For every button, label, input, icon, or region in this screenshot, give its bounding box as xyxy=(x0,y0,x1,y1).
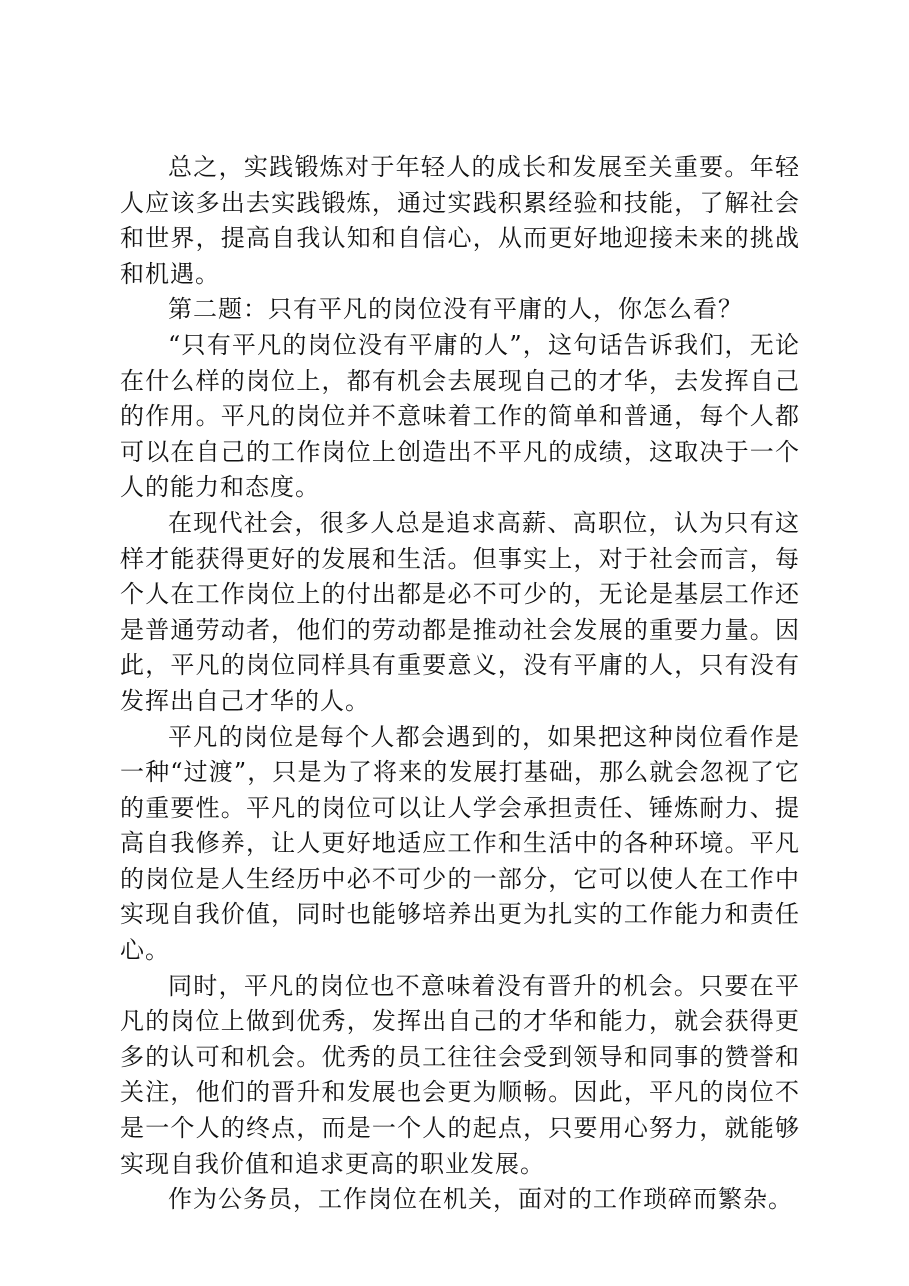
paragraph-civil-servant: 作为公务员，工作岗位在机关，面对的工作琐碎而繁杂。 xyxy=(168,1185,793,1214)
paragraph-conclusion: 总之，实践锻炼对于年轻人的成长和发展至关重要。年轻人应该多出去实践锻炼，通过实践积累经验和技能，了解社会和世界，提高自我认知和自信心，从而更好地迎接未来的挑战和机遇。 xyxy=(120,153,800,288)
paragraph-ordinary-position: 平凡的岗位是每个人都会遇到的，如果把这种岗位看作是一种“过渡”，只是为了将来的发展打基础，那么就会忽视了它的重要性。平凡的岗位可以让人学会承担责任、锤炼耐力、提高自我修养，让人更好地适应工作和生活中的各种环境。平凡的岗位是人生经历中必不可少的一部分，它可以使人在工作中实现自我价值，同时也能够培养出更为扎实的工作能力和责任心。 xyxy=(120,722,800,965)
question-heading: 第二题：只有平凡的岗位没有平庸的人，你怎么看？ xyxy=(168,295,743,324)
paragraph-promotion: 同时，平凡的岗位也不意味着没有晋升的机会。只要在平凡的岗位上做到优秀，发挥出自己的才华和能力，就会获得更多的认可和机会。优秀的员工往往会受到领导和同事的赞誉和关注，他们的晋升和发展也会更为顺畅。因此，平凡的岗位不是一个人的终点，而是一个人的起点，只要用心努力，就能够实现自我价值和追求更高的职业发展。 xyxy=(120,971,800,1178)
document-body xyxy=(120,150,800,1218)
paragraph-quote-intro: “只有平凡的岗位没有平庸的人”，这句话告诉我们，无论在什么样的岗位上，都有机会去展现自己的才华，去发挥自己的作用。平凡的岗位并不意味着工作的简单和普通，每个人都可以在自己的工作岗位上创造出不平凡的成绩，这取决于一个人的能力和态度。 xyxy=(120,330,800,502)
paragraph-modern-society: 在现代社会，很多人总是追求高薪、高职位，认为只有这样才能获得更好的发展和生活。但事实上，对于社会而言，每个人在工作岗位上的付出都是必不可少的，无论是基层工作还是普通劳动者，他们的劳动都是推动社会发展的重要力量。因此，平凡的岗位同样具有重要意义，没有平庸的人，只有没有发挥出自己才华的人。 xyxy=(120,508,800,715)
